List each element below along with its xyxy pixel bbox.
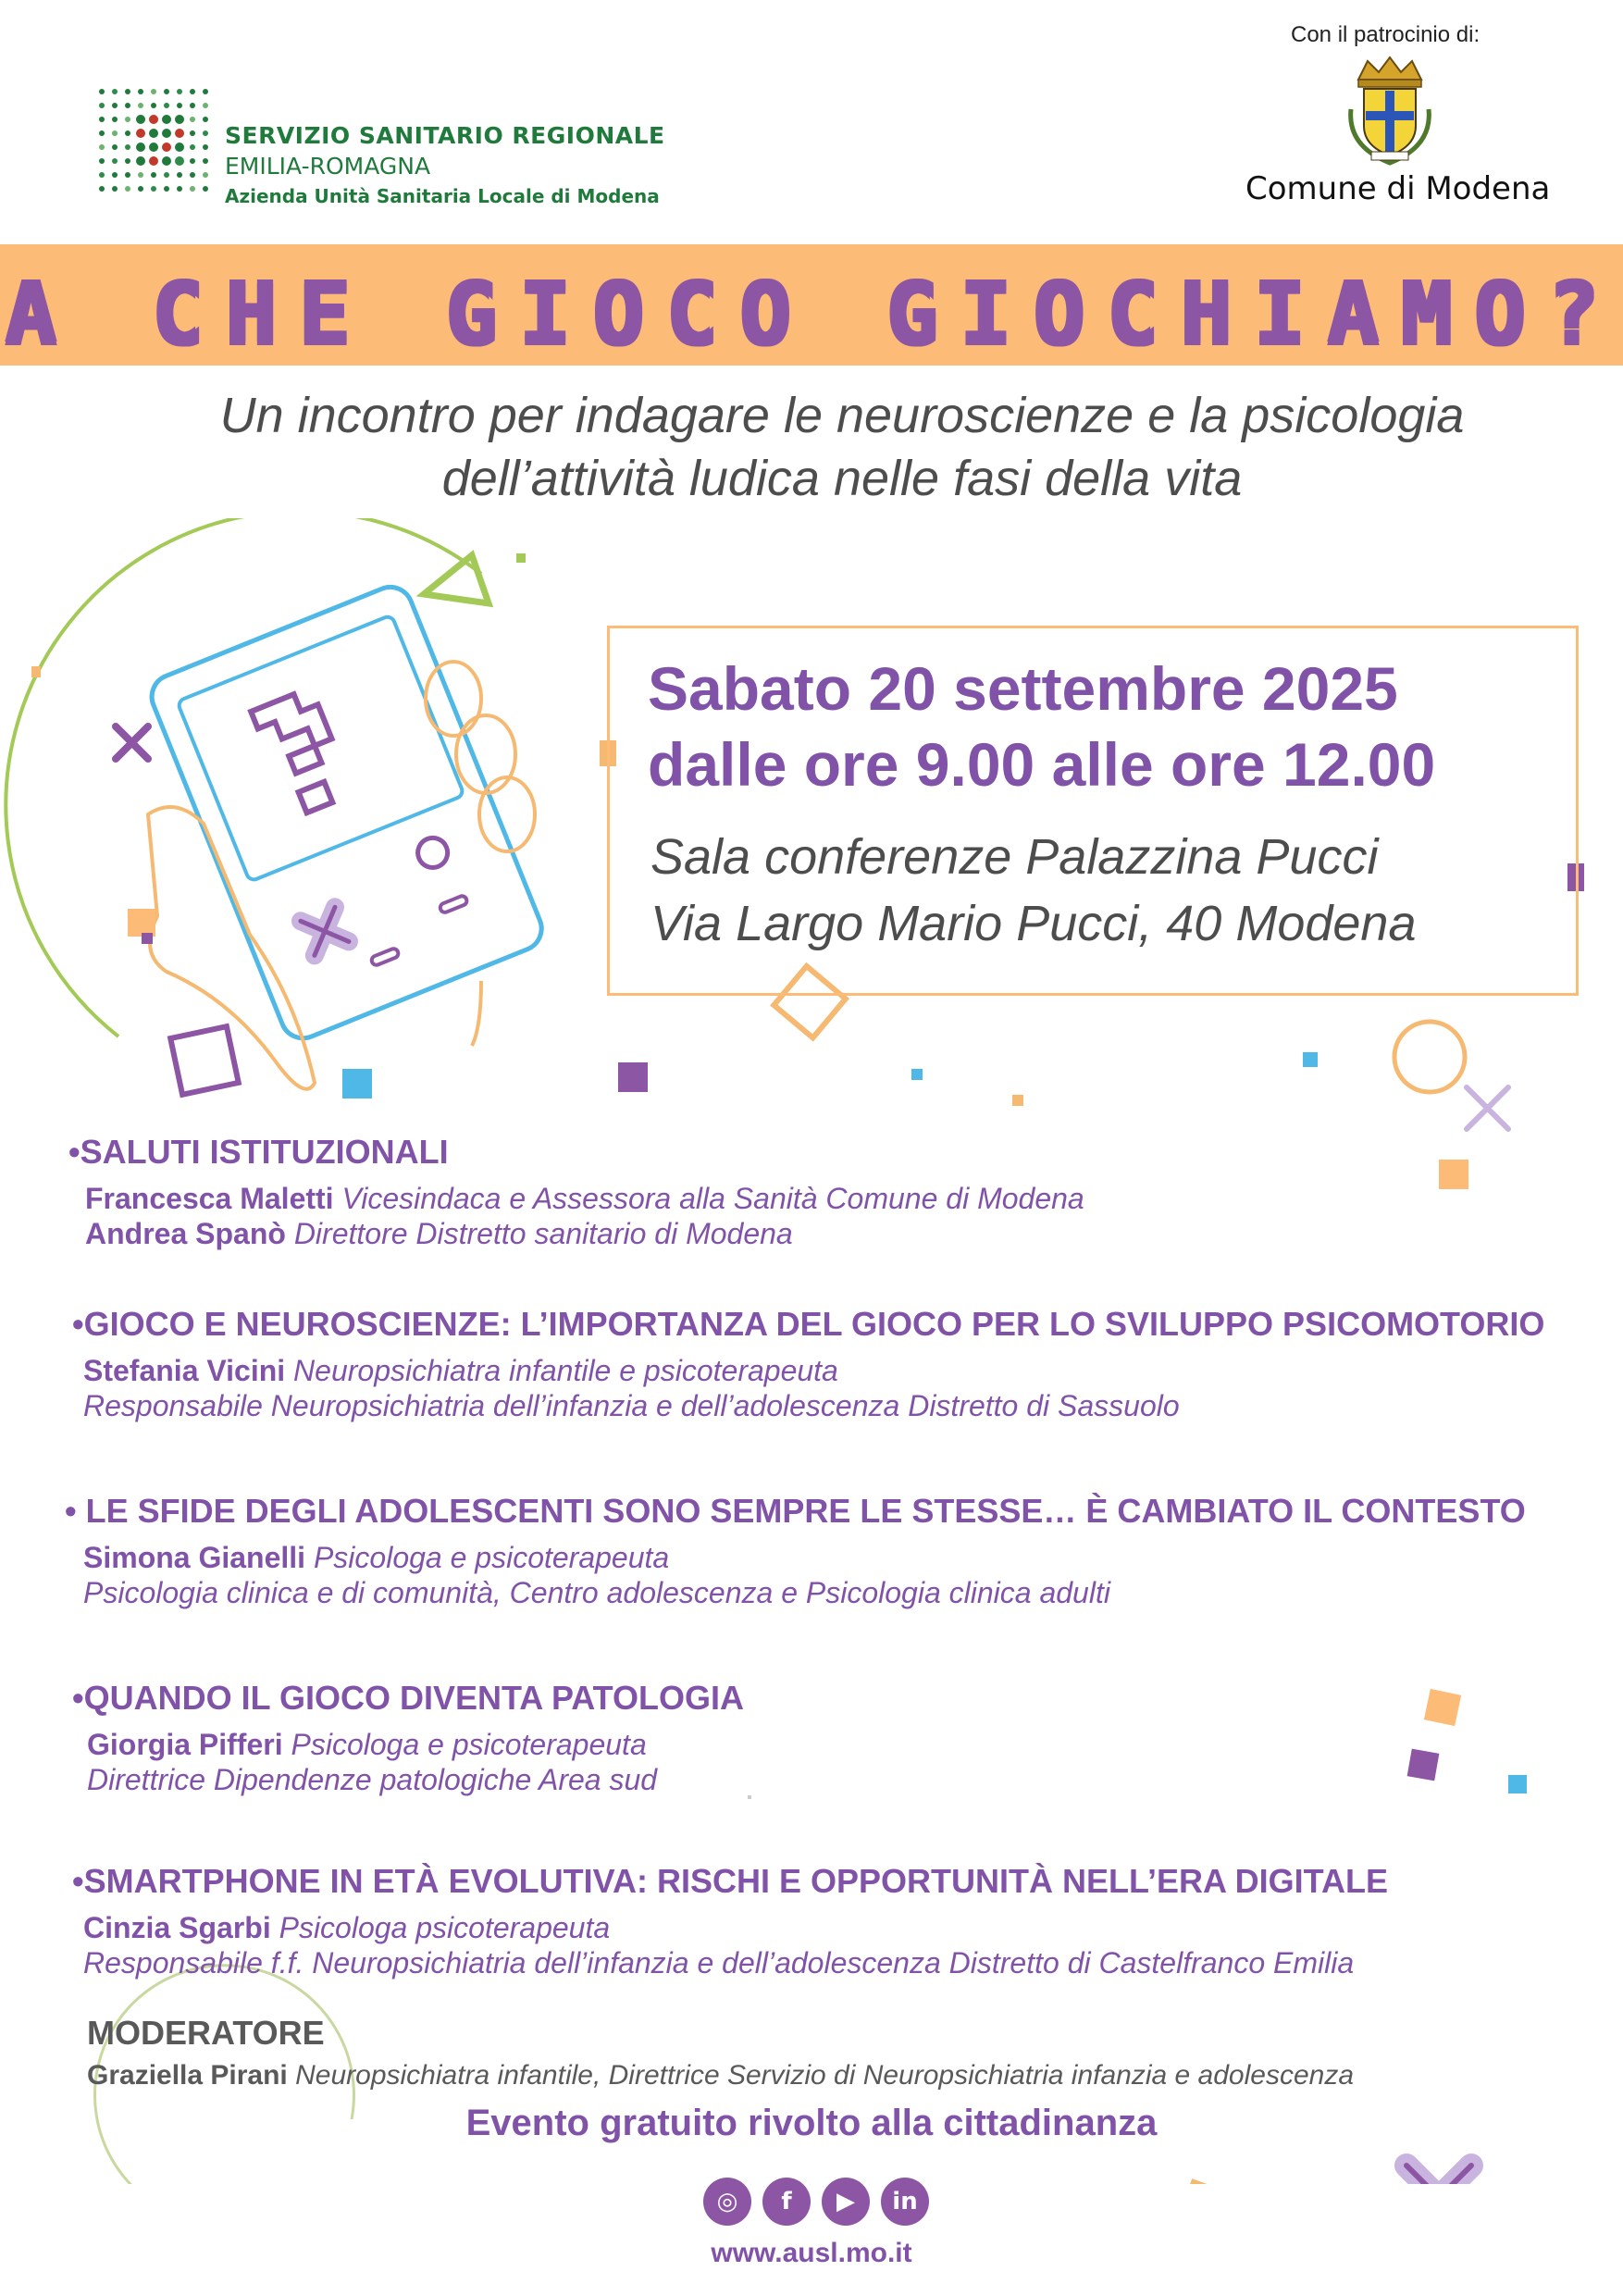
program-section-2 [72,1305,1544,1423]
ssr-logo-text [225,122,665,207]
logo-dot [138,186,143,192]
logo-dot [175,115,184,124]
logo-dot [138,172,143,178]
org-line3: Azienda Unità Sanitaria Locale di Modena [225,185,660,207]
logo-dot [125,158,130,164]
logo-dot [175,143,184,152]
page-title: A CHE GIOCO GIOCHIAMO? [3,263,1620,362]
event-datetime [648,651,1435,802]
x-icon [1467,1087,1508,1129]
moderator-role: Neuropsichiatra infantile, Direttrice Servizio di Neuropsichiatria infanzia e adolescenza [287,2060,1355,2091]
speaker-name: Francesca Maletti [85,1182,334,1215]
speaker-line [72,1353,1544,1388]
logo-dot [175,129,184,138]
logo-dot [136,156,145,166]
speaker-name: Stefania Vicini [83,1354,286,1387]
org-line1: SERVIZIO SANITARIO REGIONALE [225,122,665,149]
logo-dot [203,130,208,136]
logo-dot [136,143,145,152]
logo-dot [125,89,130,94]
logo-dot [99,103,105,108]
moderator-section [87,2014,1354,2091]
logo-dot [136,115,145,124]
logo-dot [136,129,145,138]
section-title: • LE SFIDE DEGLI ADOLESCENTI SONO SEMPRE LE STESSE… È CAMBIATO IL CONTESTO [65,1492,1526,1530]
moderator-title: MODERATORE [87,2014,325,2052]
logo-dot [99,158,105,164]
speaker-role: Psicologa psicoterapeuta [270,1911,611,1944]
logo-dot [203,89,208,94]
moderator-line [87,2060,1354,2091]
logo-dot [99,186,105,192]
logo-dot [164,186,169,192]
logo-dot [190,103,195,108]
event-address: Via Largo Mario Pucci, 40 Modena [650,896,1417,951]
logo-dot [190,158,195,164]
event-location [650,824,1416,957]
event-date: Sabato 20 settembre 2025 [648,654,1398,723]
logo-dot [177,186,182,192]
program-section-3 [65,1492,1526,1610]
logo-dot [125,130,130,136]
speaker-role: Vicesindaca e Assessora alla Sanità Comune di Modena [333,1182,1084,1215]
logo-dot [112,89,118,94]
x-icon [1406,2166,1471,2184]
logo-dot [177,89,182,94]
program-section-4 [72,1679,744,1797]
logo-dot [112,130,118,136]
logo-dot [162,129,171,138]
triangle-icon [424,555,489,603]
event-time: dalle ore 9.00 alle ore 12.00 [648,730,1436,799]
linkedin-icon[interactable]: in [881,2178,929,2226]
comune-crest-icon [1340,54,1440,168]
speaker-line [72,1910,1388,1945]
speaker-line [65,1575,1526,1610]
speaker-name: Simona Gianelli [83,1541,306,1574]
logo-dot [112,158,118,164]
speaker-role: Psicologa e psicoterapeuta [305,1541,670,1574]
subtitle [56,384,1623,510]
logo-dot [112,103,118,108]
logo-dot [190,186,195,192]
speaker-line [68,1181,1084,1216]
instagram-icon[interactable]: ◎ [703,2178,751,2226]
game-console-icon [145,580,548,1045]
speaker-role: Psicologa e psicoterapeuta [282,1728,647,1761]
logo-dot [151,89,156,94]
logo-dot [112,144,118,150]
speaker-line [72,1762,744,1797]
patronage-label: Con il patrocinio di: [1291,22,1481,47]
section-title: •SMARTPHONE IN ETÀ EVOLUTIVA: RISCHI E OPPORTUNITÀ NELL’ERA DIGITALE [72,1862,1388,1900]
logo-dot [99,89,105,94]
logo-dot [190,172,195,178]
speaker-role: Responsabile Neuropsichiatria dell’infanzia e dell’adolescenza Distretto di Sassuolo [83,1389,1180,1422]
x-icon [116,726,148,759]
speaker-role: Neuropsichiatra infantile e psicoterapeuta [285,1354,838,1387]
speaker-line [72,1388,1544,1423]
speaker-name: Giorgia Pifferi [87,1728,283,1761]
speaker-role: Direttrice Dipendenze patologiche Area sud [87,1763,658,1796]
logo-dot [203,144,208,150]
logo-dot [125,172,130,178]
patron-name: Comune di Modena [1245,170,1551,207]
logo-dot [149,143,158,152]
logo-dot [125,103,130,108]
logo-dot [151,186,156,192]
logo-dot [162,115,171,124]
website-link[interactable]: www.ausl.mo.it [711,2238,912,2268]
logo-dot [151,103,156,108]
org-line2: EMILIA-ROMAGNA [225,153,431,180]
facebook-icon[interactable]: f [762,2178,811,2226]
speaker-name: Cinzia Sgarbi [83,1911,271,1944]
logo-dot [190,144,195,150]
logo-dot [190,117,195,122]
speaker-line [65,1540,1526,1575]
logo-dot [99,130,105,136]
logo-dot [112,172,118,178]
speaker-name: Andrea Spanò [85,1217,286,1250]
speaker-line [72,1945,1388,1980]
logo-dot [177,103,182,108]
logo-dot [125,186,130,192]
footer-note: Evento gratuito rivolto alla cittadinanza [465,2103,1158,2143]
section-title: •GIOCO E NEUROSCIENZE: L’IMPORTANZA DEL GIOCO PER LO SVILUPPO PSICOMOTORIO [72,1305,1545,1343]
logo-dot [149,156,158,166]
logo-dot [203,117,208,122]
program-section-1 [68,1133,1084,1251]
logo-dot [162,156,171,166]
logo-dot [99,117,105,122]
logo-dot [190,89,195,94]
logo-dot [112,186,118,192]
logo-dot [112,117,118,122]
logo-dot [125,117,130,122]
program-section-5 [72,1862,1388,1980]
logo-dot [99,172,105,178]
speaker-line [68,1216,1084,1251]
logo-dot [125,144,130,150]
logo-dot [164,89,169,94]
speaker-role: Responsabile f.f. Neuropsichiatria dell’infanzia e dell’adolescenza Distretto di Castelfranco Emilia [83,1946,1355,1980]
green-arc-shape [6,518,481,1036]
youtube-icon[interactable]: ▶ [822,2178,870,2226]
logo-dot [164,172,169,178]
logo-dot [138,89,143,94]
speaker-line [72,1727,744,1762]
event-venue: Sala conferenze Palazzina Pucci [650,829,1379,885]
section-title: •SALUTI ISTITUZIONALI [68,1133,449,1171]
hand-outline-shape [148,662,535,1089]
section-title: •QUANDO IL GIOCO DIVENTA PATOLOGIA [72,1679,744,1717]
subtitle-line1: Un incontro per indagare le neuroscienze e la psicologia [219,388,1465,443]
logo-dot [203,158,208,164]
logo-dot [177,172,182,178]
logo-dot [149,129,158,138]
logo-dot [151,172,156,178]
logo-dot [203,172,208,178]
social-links [703,2178,929,2229]
subtitle-line2: dell’attività ludica nelle fasi della vita [441,451,1243,506]
logo-dot [99,144,105,150]
logo-dot [203,103,208,108]
logo-dot [162,143,171,152]
logo-dot [175,156,184,166]
moderator-name: Graziella Pirani [87,2060,288,2091]
ssr-logo-dots [96,86,217,199]
logo-dot [164,103,169,108]
logo-dot [138,103,143,108]
logo-dot [190,130,195,136]
speaker-role: Psicologia clinica e di comunità, Centro adolescenza e Psicologia clinica adulti [83,1576,1110,1609]
logo-dot [149,115,158,124]
logo-dot [203,186,208,192]
speaker-role: Direttore Distretto sanitario di Modena [285,1217,793,1250]
